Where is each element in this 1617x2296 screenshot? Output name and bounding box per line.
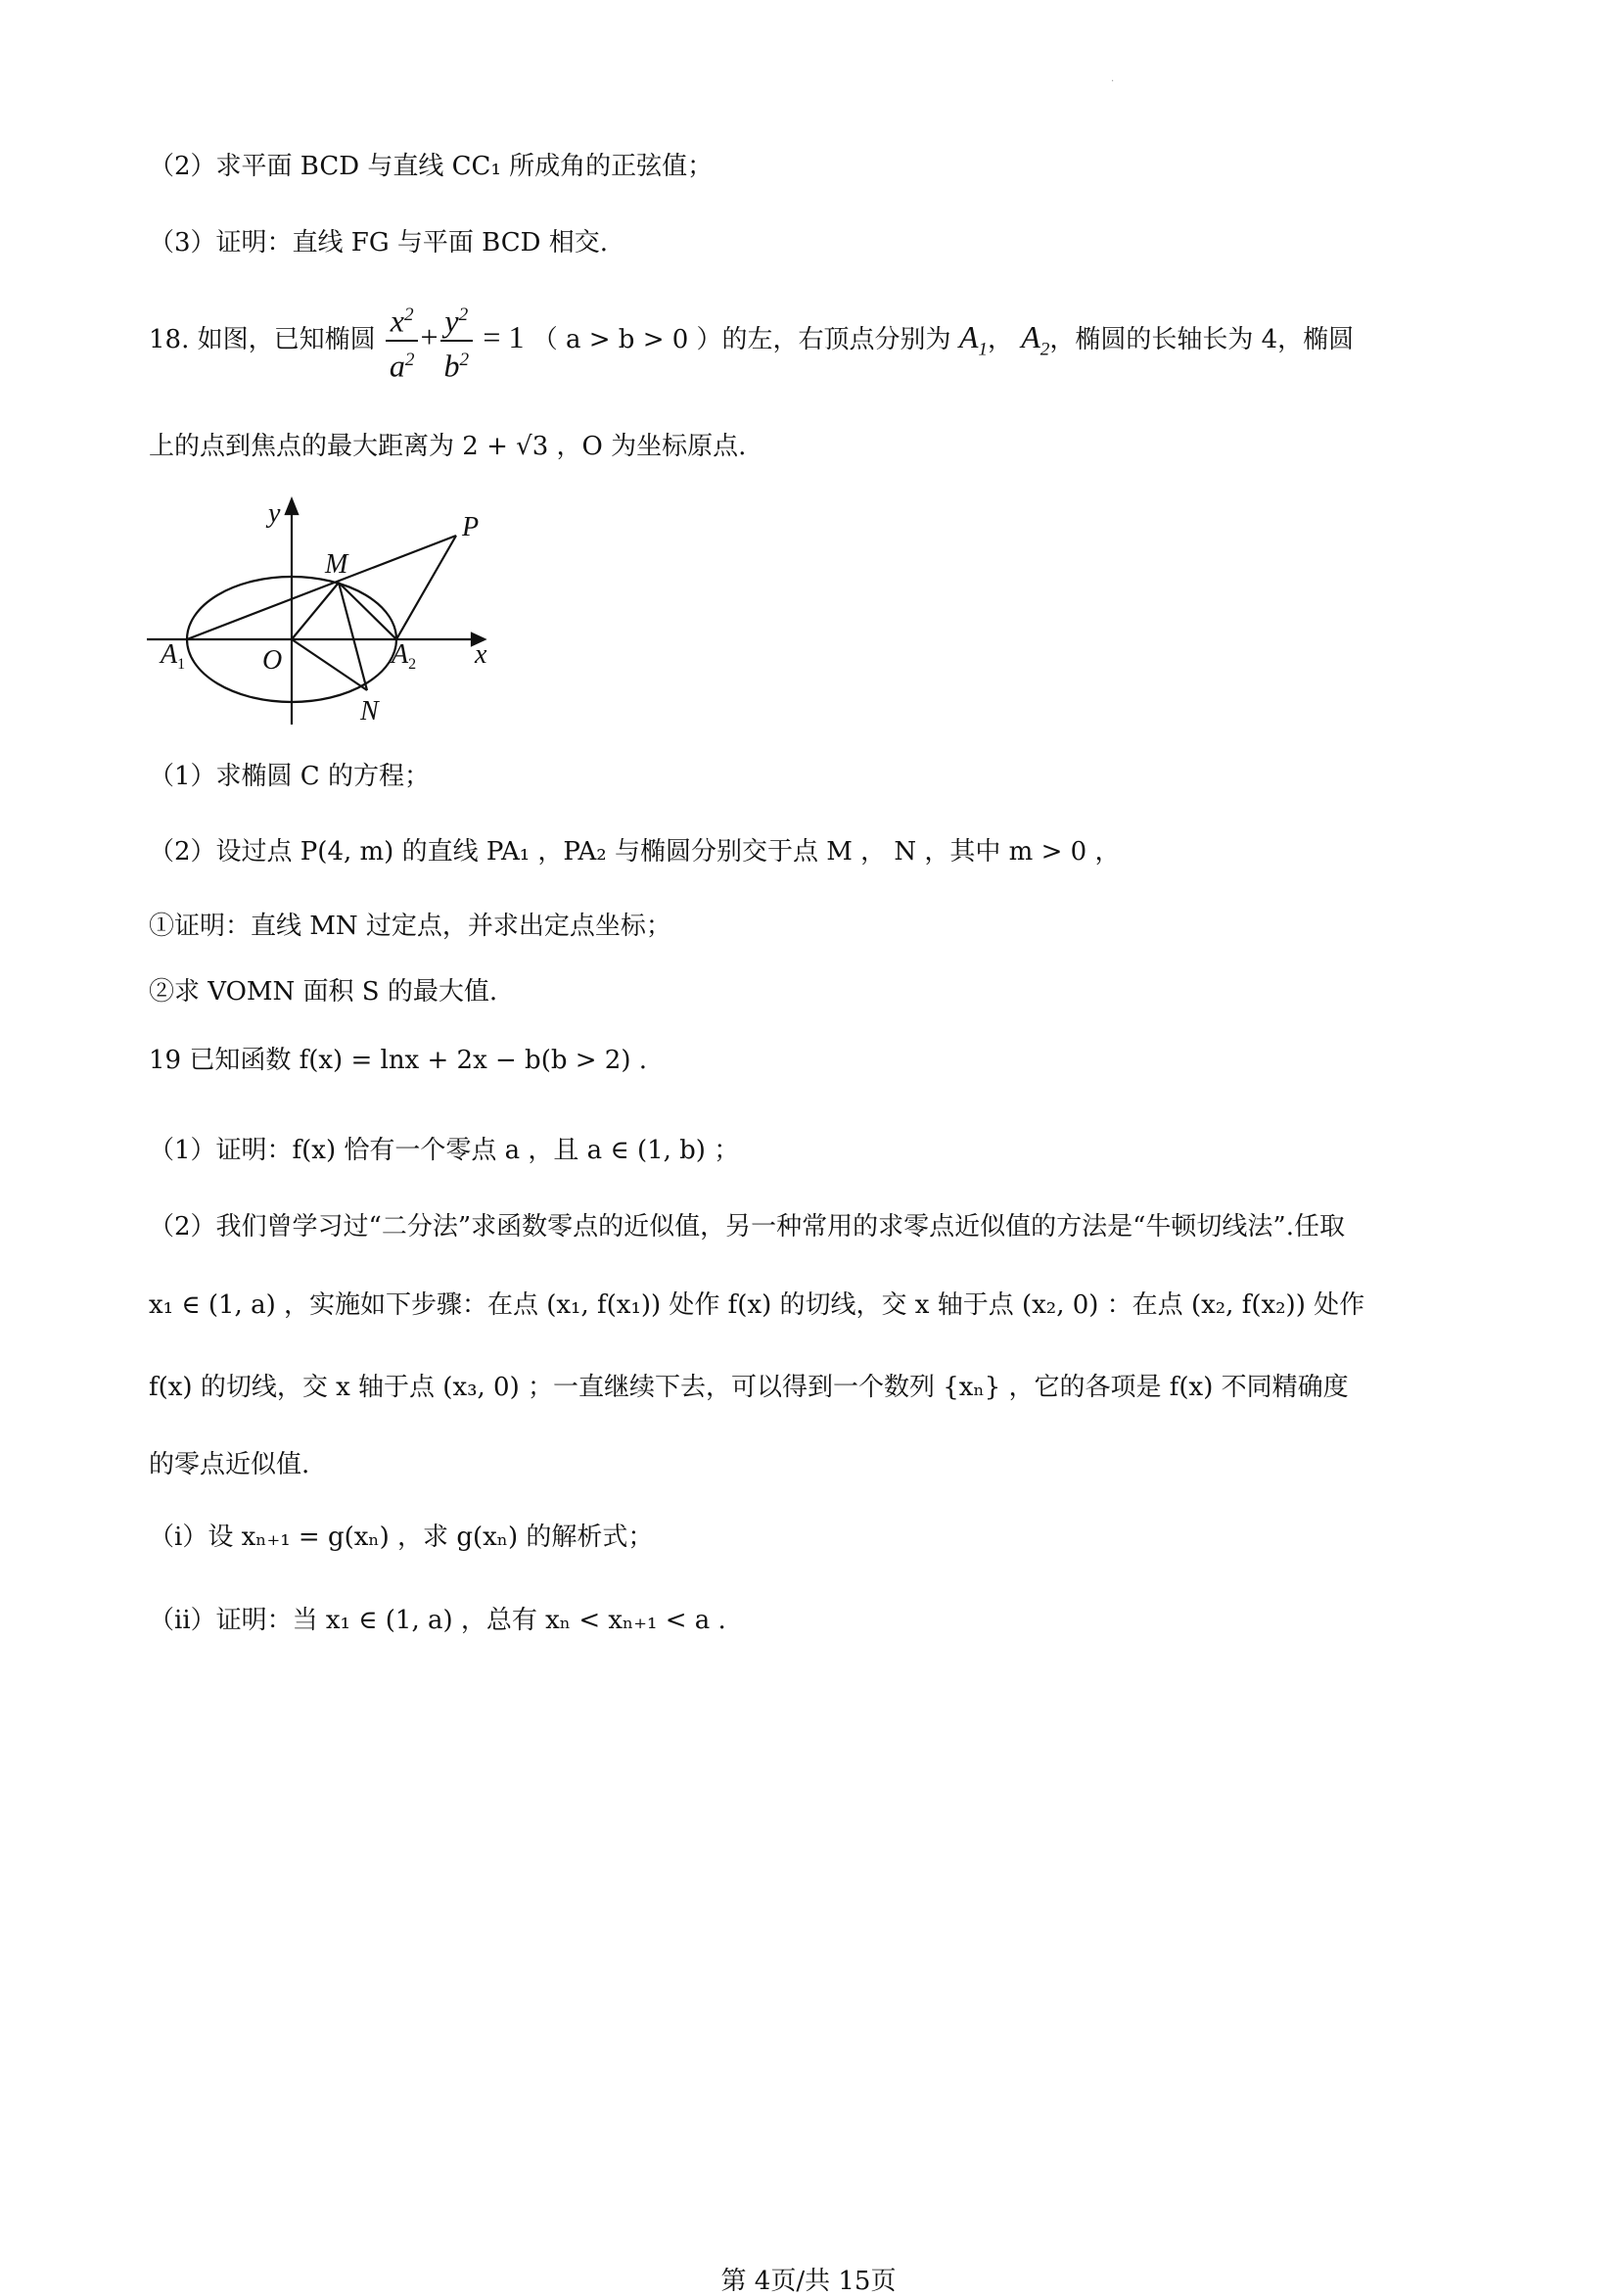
label-p: P <box>462 512 480 542</box>
line-pa2 <box>396 536 456 639</box>
line-pa1 <box>187 536 456 639</box>
label-a1: $A_1$ <box>161 639 186 673</box>
q19-sub2-line3: f(x) 的切线，交 x 轴于点 (x₃, 0) ；一直继续下去，可以得到一个数列 {xₙ} ，它的各项是 f(x) 不同精确度 <box>149 1373 1349 1402</box>
y-axis-arrow <box>286 499 298 514</box>
ellipse-x-fraction: $\frac{x^2}{a^2}$ <box>386 297 419 384</box>
q18-sub2-i: ①证明：直线 MN 过定点，并求出定点坐标； <box>149 912 671 941</box>
label-n: N <box>360 696 379 726</box>
q19-sub2-line1: （2）我们曾学习过“二分法”求函数零点的近似值，另一种常用的求零点近似值的方法是“牛顿切线法”.任取 <box>149 1212 1345 1242</box>
scan-dot: . <box>1111 73 1115 84</box>
segment-om <box>292 583 339 639</box>
q18-condition: （ a > b > 0 ）的左，右顶点分别为 <box>531 325 959 354</box>
q18-stem: 18. 如图，已知椭圆 $\frac{x^2}{a^2}$ + $\frac{y^2}{b^2}$ = 1 （ a > b > 0 ）的左，右顶点分别为 $A_1$， $A_2$，椭圆的长轴长为 4，椭圆 <box>149 294 1354 393</box>
q18-sub1: （1）求椭圆 C 的方程； <box>149 762 430 791</box>
page-footer: 第 4页/共 15页 <box>720 2267 897 2296</box>
label-m: M <box>325 549 348 580</box>
label-x: x <box>475 639 487 670</box>
q17-part3: （3）证明：直线 FG 与平面 BCD 相交. <box>149 228 609 258</box>
label-o: O <box>262 645 283 676</box>
q19-part-ii: （ii）证明：当 x₁ ∈ (1, a) ，总有 xₙ < xₙ₊₁ < a . <box>149 1606 726 1635</box>
label-a2: $A_2$ <box>392 639 417 673</box>
ellipse-y-fraction: $\frac{y^2}{b^2}$ <box>440 297 474 384</box>
segment-ma2 <box>339 583 396 639</box>
q18-sub2: （2）设过点 P(4, m) 的直线 PA₁ ，PA₂ 与椭圆分别交于点 M ， N ，其中 m > 0 ， <box>149 837 1121 867</box>
equation-rhs: = 1 <box>483 319 525 354</box>
vertex-a2: $A_2$ <box>1021 319 1050 360</box>
q19-sub2-line2: x₁ ∈ (1, a) ，实施如下步骤：在点 (x₁, f(x₁)) 处作 f(x) 的切线，交 x 轴于点 (x₂, 0) ：在点 (x₂, f(x₂)) 处作 <box>149 1290 1365 1320</box>
q18-line2: 上的点到焦点的最大距离为 2 + √3 ，O 为坐标原点. <box>149 432 747 461</box>
q18-condition-2: ，椭圆的长轴长为 4，椭圆 <box>1049 325 1355 354</box>
vertex-a1: $A_1$ <box>958 319 988 360</box>
q19-stem: 19 已知函数 f(x) = lnx + 2x − b(b > 2) . <box>149 1046 648 1075</box>
label-y: y <box>268 498 281 529</box>
q19-sub1: （1）证明：f(x) 恰有一个零点 a ，且 a ∈ (1, b) ； <box>149 1136 740 1165</box>
q17-part2: （2）求平面 BCD 与直线 CC₁ 所成角的正弦值； <box>149 152 714 181</box>
q18-sub2-ii: ②求 VOMN 面积 S 的最大值. <box>149 977 498 1007</box>
q19-part-i: （i）设 xₙ₊₁ = g(xₙ) ，求 g(xₙ) 的解析式； <box>149 1523 654 1552</box>
q19-sub2-line4: 的零点近似值. <box>149 1450 310 1479</box>
q18-number: 18. 如图，已知椭圆 <box>149 325 376 354</box>
ellipse-figure <box>147 494 499 729</box>
